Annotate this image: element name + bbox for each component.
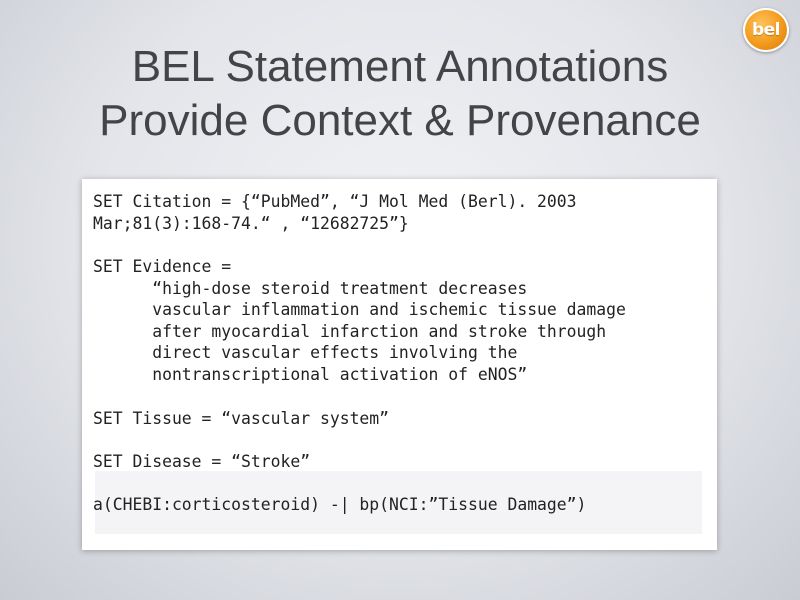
- evidence-annotation: SET Evidence = “high-dose steroid treatment decreases vascular inflammation and ischemic tissue damage after myocardial infarction and stroke through direct vascular effects involving the nontranscriptional activation of eNOS”: [93, 257, 626, 384]
- disease-annotation: SET Disease = “Stroke”: [93, 452, 311, 471]
- slide-title: [20, 40, 780, 148]
- slide-title-line-1: BEL Statement Annotations: [131, 42, 669, 91]
- bel-logo-text: bel: [751, 20, 781, 40]
- tissue-annotation: SET Tissue = “vascular system”: [93, 409, 390, 428]
- bel-statement: a(CHEBI:corticosteroid) -| bp(NCI:”Tissue Damage”): [93, 495, 587, 514]
- citation-annotation: SET Citation = {“PubMed”, “J Mol Med (Berl). 2003 Mar;81(3):168-74.“ , “12682725”}: [93, 192, 577, 233]
- slide-title-line-2: Provide Context & Provenance: [99, 96, 701, 145]
